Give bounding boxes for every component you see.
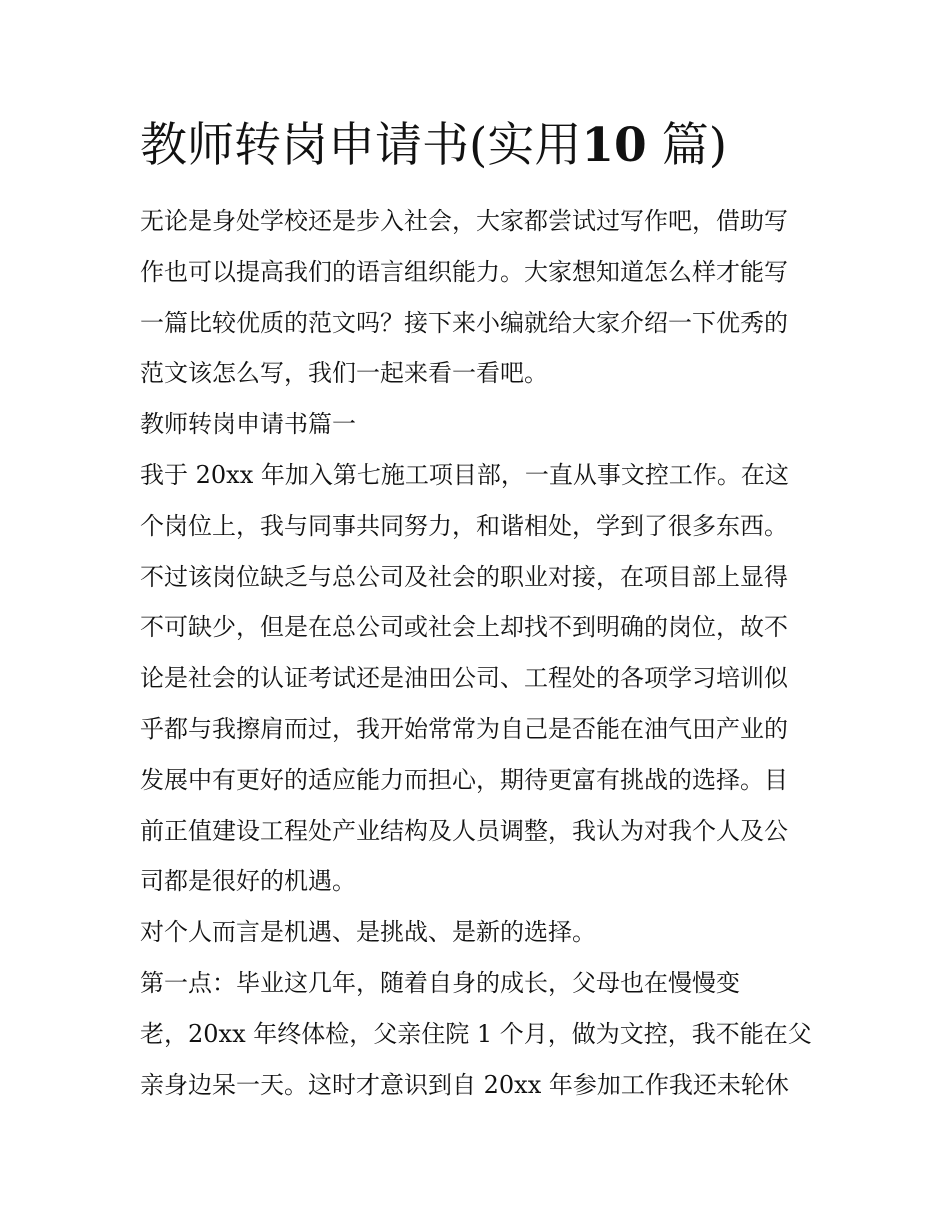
body-line: 第一点：毕业这几年，随着自身的成长，父母也在慢慢变 <box>140 968 740 997</box>
body-line: 司都是很好的机遇。 <box>140 867 356 896</box>
body-line: 亲身边呆一天。这时才意识到自 20xx 年参加工作我还未轮休 <box>140 1070 789 1099</box>
body-line: 范文该怎么写，我们一起来看一看吧。 <box>140 359 548 388</box>
body-line: 老，20xx 年终体检，父亲住院 1 个月，做为文控，我不能在父 <box>140 1019 812 1048</box>
body-line: 个岗位上，我与同事共同努力，和谐相处，学到了很多东西。 <box>140 511 788 540</box>
body-line: 乎都与我擦肩而过，我开始常常为自己是否能在油气田产业的 <box>140 714 788 743</box>
title-number: 10 <box>581 118 647 173</box>
document-title <box>140 116 840 176</box>
body-line: 论是社会的认证考试还是油田公司、工程处的各项学习培训似 <box>140 664 788 693</box>
title-suffix: 篇) <box>661 118 728 173</box>
body-line: 前正值建设工程处产业结构及人员调整，我认为对我个人及公 <box>140 816 788 845</box>
section-heading: 教师转岗申请书篇一 <box>140 410 356 439</box>
body-line: 不过该岗位缺乏与总公司及社会的职业对接，在项目部上显得 <box>140 562 788 591</box>
body-line: 作也可以提高我们的语言组织能力。大家想知道怎么样才能写 <box>140 257 788 286</box>
body-line: 不可缺少，但是在总公司或社会上却找不到明确的岗位，故不 <box>140 613 788 642</box>
body-line: 一篇比较优质的范文吗？接下来小编就给大家介绍一下优秀的 <box>140 308 788 337</box>
body-line: 对个人而言是机遇、是挑战、是新的选择。 <box>140 918 596 947</box>
document-body <box>140 196 820 1110</box>
body-line: 无论是身处学校还是步入社会，大家都尝试过写作吧，借助写 <box>140 207 788 235</box>
body-line: 我于 20xx 年加入第七施工项目部，一直从事文控工作。在这 <box>140 460 789 489</box>
title-prefix: 教师转岗申请书(实用 <box>140 118 582 173</box>
body-line: 发展中有更好的适应能力而担心，期待更富有挑战的选择。目 <box>140 765 788 794</box>
